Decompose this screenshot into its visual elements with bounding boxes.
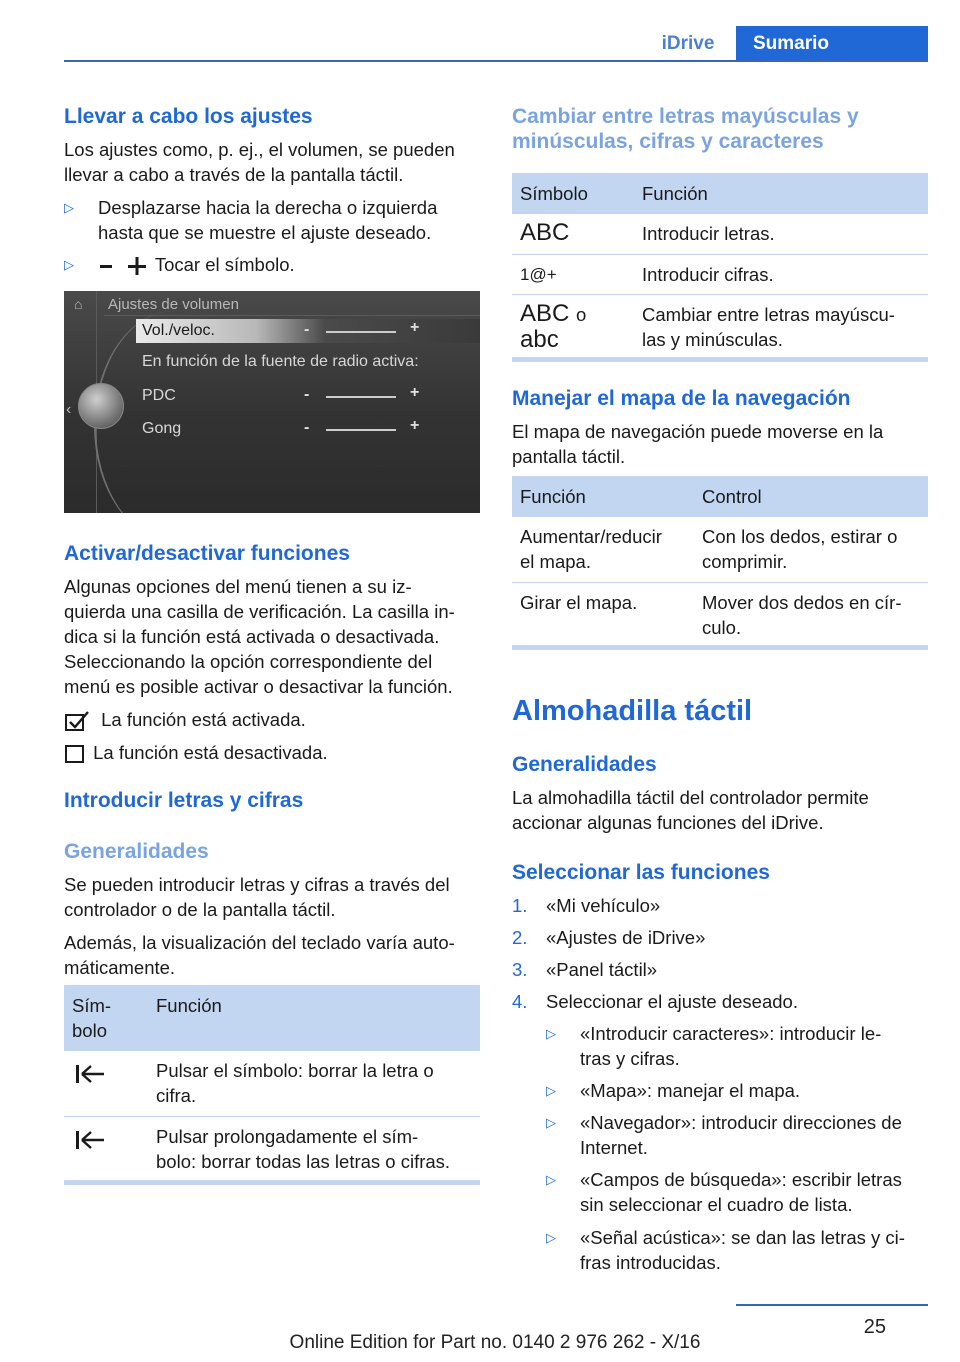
paragraph-line: controlador o de la pantalla táctil. xyxy=(64,899,336,920)
header-rule xyxy=(64,60,928,62)
uppercase-abc-icon: ABC xyxy=(520,299,570,327)
triangle-bullet-icon: ▷ xyxy=(546,1115,556,1130)
bullet-text: Desplazarse hacia la derecha o izquierda xyxy=(98,197,438,218)
list-item: 3. «Panel táctil» xyxy=(512,959,658,980)
table-row: 1@+ Introducir cifras. xyxy=(512,254,928,294)
heading-seleccionar-funciones: Seleccionar las funciones xyxy=(512,861,770,884)
numbers-icon: 1@+ xyxy=(512,254,634,294)
map-table xyxy=(512,476,928,647)
paragraph-line: Algunas opciones del menú tienen a su iz- xyxy=(64,576,412,597)
footer-rule xyxy=(736,1304,928,1306)
checkbox-off-text: La función está desactivada. xyxy=(93,742,328,763)
checkbox-checked-icon xyxy=(64,710,96,732)
sub-bullet-item: ▷ «Introducir caracteres»: introducir le- tras y cifras. xyxy=(546,1023,882,1069)
slider-track xyxy=(326,331,396,333)
table-row: Aumentar/reducir el mapa. Con los dedos, estirar o comprimir. xyxy=(512,517,928,582)
backspace-icon xyxy=(72,1129,108,1151)
triangle-bullet-icon: ▷ xyxy=(546,1083,556,1098)
heading-manejar-mapa: Manejar el mapa de la navegación xyxy=(512,387,851,410)
table-end-rule xyxy=(512,645,928,650)
lowercase-abc-icon: abc xyxy=(520,325,559,353)
paragraph-line: dica si la función está activada o desactivada. xyxy=(64,626,440,647)
paragraph-line: menú es posible activar o desactivar la función. xyxy=(64,676,453,697)
checkbox-on-line xyxy=(64,707,306,732)
paragraph-line: El mapa de navegación puede moverse en la xyxy=(512,421,884,442)
table-row: Pulsar prolongadamente el sím- bolo: borrar todas las letras o cifras. xyxy=(64,1116,480,1181)
screen-title: Ajustes de volumen xyxy=(108,296,239,313)
triangle-bullet-icon: ▷ xyxy=(546,1172,556,1187)
page-number: 25 xyxy=(863,1316,886,1338)
table-end-rule xyxy=(64,1180,480,1185)
slider-track xyxy=(326,429,396,431)
table-header-cell: Símbolo xyxy=(512,173,634,214)
paragraph-line: máticamente. xyxy=(64,957,176,978)
table-row: ABC Introducir letras. xyxy=(512,214,928,254)
table-end-rule xyxy=(512,357,928,362)
minus-icon: - xyxy=(304,386,310,403)
volume-settings-screenshot xyxy=(64,291,480,513)
table-row: ABC o abc Cambiar entre letras mayúscu- las y minúsculas. xyxy=(520,299,895,353)
checkbox-on-text: La función está activada. xyxy=(101,709,306,730)
paragraph-line: Seleccionando la opción correspondiente del xyxy=(64,651,433,672)
heading-cambiar-letras: Cambiar entre letras mayúsculas y xyxy=(512,105,859,128)
list-item: 1. «Mi vehículo» xyxy=(512,895,661,916)
paragraph-line: accionar algunas funciones del iDrive. xyxy=(512,812,824,833)
list-item: 4. Seleccionar el ajuste deseado. xyxy=(512,991,798,1012)
triangle-bullet-icon: ▷ xyxy=(546,1026,556,1041)
header-tab-sumario[interactable]: Sumario xyxy=(736,26,928,61)
paragraph-line: llevar a cabo a través de la pantalla táctil. xyxy=(64,164,404,185)
slider-track xyxy=(326,396,396,398)
paragraph-line: quierda una casilla de verificación. La casilla in- xyxy=(64,601,455,622)
paragraph-line: Además, la visualización del teclado varía auto- xyxy=(64,932,455,953)
subheading-generalidades: Generalidades xyxy=(64,840,209,863)
bullet-item xyxy=(64,252,480,277)
case-table xyxy=(512,173,928,360)
paragraph-line: Los ajustes como, p. ej., el volumen, se pueden xyxy=(64,139,455,160)
screen-row-gong: Gong xyxy=(142,420,182,437)
sub-bullet-item: ▷ «Navegador»: introducir direcciones de Internet. xyxy=(546,1112,902,1158)
bullet-text: hasta que se muestre el ajuste deseado. xyxy=(98,222,432,243)
list-item: 2. «Ajustes de iDrive» xyxy=(512,927,706,948)
subheading-generalidades: Generalidades xyxy=(512,753,657,776)
table-header-cell: Sím- bolo xyxy=(64,985,148,1051)
plus-icon: + xyxy=(410,319,420,336)
checkbox-empty-icon xyxy=(64,743,88,765)
heading-introducir-letras: Introducir letras y cifras xyxy=(64,789,304,812)
screen-row-pdc: PDC xyxy=(142,387,176,404)
footer-edition: Online Edition for Part no. 0140 2 976 262 - X/16 xyxy=(289,1332,701,1353)
header-section: iDrive xyxy=(661,33,715,54)
screen-row-vol: Vol./veloc. xyxy=(142,322,215,339)
table-row: Girar el mapa. Mover dos dedos en cír- culo. xyxy=(520,591,902,638)
sub-bullet-item: ▷ «Campos de búsqueda»: escribir letras sin seleccionar el cuadro de lista. xyxy=(546,1169,902,1215)
table-header-cell: Función xyxy=(512,476,694,517)
heading-cambiar-letras-line2: minúsculas, cifras y caracteres xyxy=(512,130,824,153)
minus-icon: - xyxy=(304,321,310,338)
sub-bullet-item: ▷ «Mapa»: manejar el mapa. xyxy=(546,1080,801,1101)
plus-icon: + xyxy=(410,417,420,434)
table-header-cell: Función xyxy=(148,985,480,1051)
minus-plus-icon xyxy=(98,256,150,276)
backspace-icon xyxy=(72,1063,108,1085)
triangle-bullet-icon: ▷ xyxy=(64,257,74,272)
minus-icon: - xyxy=(304,419,310,436)
symbol-table xyxy=(64,985,480,1181)
bullet-text: Tocar el símbolo. xyxy=(154,254,295,275)
abc-icon: ABC xyxy=(512,214,634,254)
heading-almohadilla: Almohadilla táctil xyxy=(512,695,753,727)
plus-icon: + xyxy=(410,384,420,401)
triangle-bullet-icon: ▷ xyxy=(546,1230,556,1245)
home-icon: ⌂ xyxy=(74,296,83,312)
controller-knob-icon xyxy=(78,383,124,429)
heading-llevar-ajustes: Llevar a cabo los ajustes xyxy=(64,105,313,128)
paragraph-line: Se pueden introducir letras y cifras a través del xyxy=(64,874,450,895)
sub-bullet-item: ▷ «Señal acústica»: se dan las letras y ci- fras introducidas. xyxy=(546,1227,905,1273)
chevron-left-icon: ‹ xyxy=(66,401,72,418)
heading-activar-desactivar: Activar/desactivar funciones xyxy=(64,542,350,565)
checkbox-off-line xyxy=(64,740,328,765)
paragraph-line: pantalla táctil. xyxy=(512,446,626,467)
table-row: Pulsar el símbolo: borrar la letra o cifra. xyxy=(64,1051,480,1116)
triangle-bullet-icon: ▷ xyxy=(64,200,74,215)
screen-row-radio: En función de la fuente de radio activa: xyxy=(142,353,419,370)
paragraph-line: La almohadilla táctil del controlador permite xyxy=(512,787,869,808)
table-header-cell: Control xyxy=(694,476,928,517)
table-header-cell: Función xyxy=(634,173,928,214)
bullet-item xyxy=(64,195,480,245)
